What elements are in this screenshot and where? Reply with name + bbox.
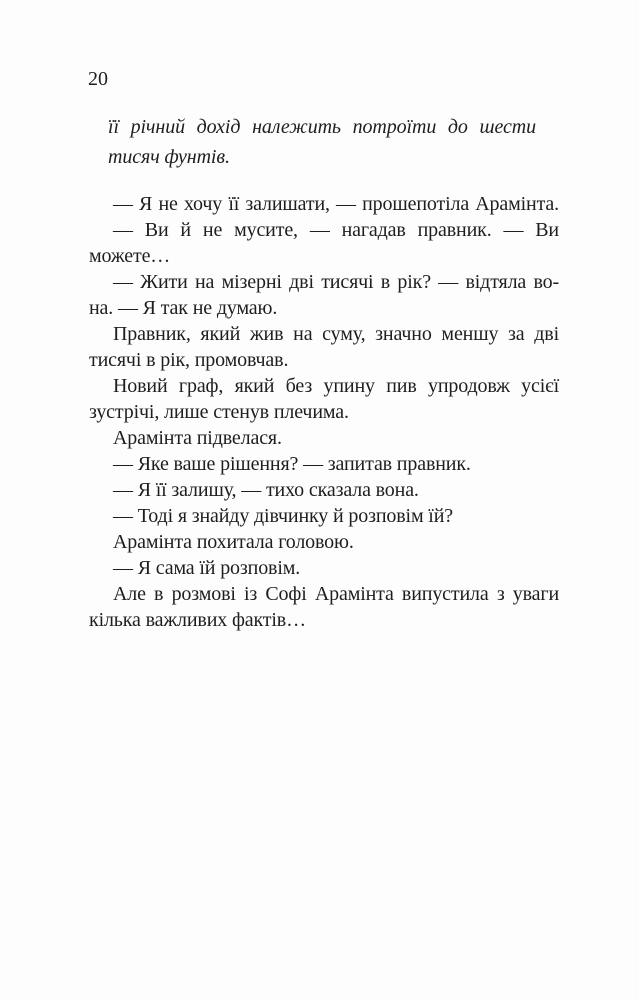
text-line: Новий граф, який без упину пив упродовж усієї (113, 375, 559, 397)
text-line: на. — Я так не думаю. (89, 297, 278, 319)
text-line: Але в розмові із Софі Арамінта випустила з уваги (113, 583, 559, 605)
text-line: — Яке ваше рішення? — запитав правник. (113, 453, 471, 475)
quote-block (108, 112, 536, 172)
text-line: — Я не хочу її залишати, — прошепотіла Арамінта. (113, 193, 559, 215)
text-line: зустрічі, лише стенув плечима. (89, 401, 349, 423)
quote-line: тисяч фунтів. (108, 146, 230, 168)
text-line: Арамінта похитала головою. (113, 531, 354, 553)
text-line: — Тоді я знайду дівчинку й розповім їй? (113, 505, 453, 527)
text-line: Правник, який жив на суму, значно меншу за дві (113, 323, 559, 345)
quote-line: її річний дохід належить потроїти до шести (108, 116, 536, 138)
text-line: Арамінта підвелася. (113, 427, 282, 449)
text-line: тисячі в рік, промовчав. (89, 349, 289, 371)
text-line: — Я сама їй розповім. (113, 557, 301, 579)
text-line: кілька важливих фактів… (89, 609, 306, 631)
text-line: — Ви й не мусите, — нагадав правник. — Ви можете… (89, 219, 559, 267)
page-number: 20 (88, 68, 108, 90)
text-line: — Жити на мізерні дві тисячі в рік? — відтяла во- (113, 271, 559, 293)
body-text-block (89, 191, 559, 633)
text-line: — Я її залишу, — тихо сказала вона. (113, 479, 419, 501)
